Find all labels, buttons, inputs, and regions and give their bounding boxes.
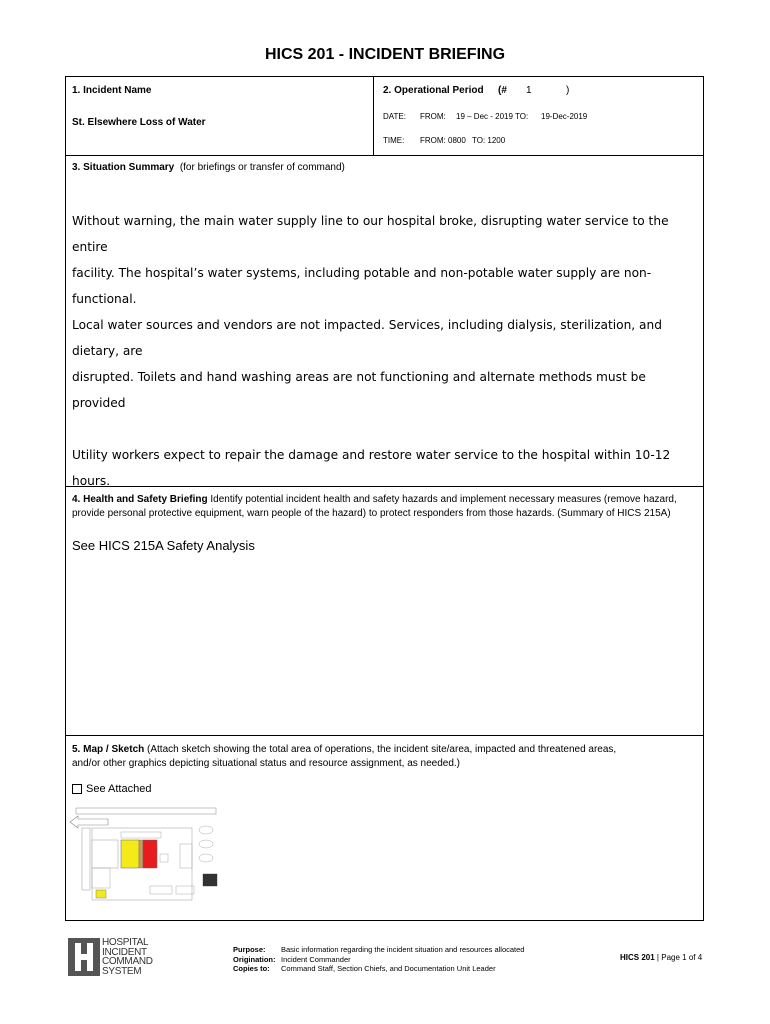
copies-value: Command Staff, Section Chiefs, and Documentation Unit Leader [281,964,496,973]
map-incident-area-red [143,840,157,868]
map-lot [199,854,213,862]
map-building [92,840,118,868]
situation-line: Utility workers expect to repair the damage and restore water service to the hospital within 10-12 hours. [72,448,671,488]
incident-name-label: 1. Incident Name [72,85,152,96]
map-building [160,854,168,862]
situation-summary-sublabel: (for briefings or transfer of command) [179,162,345,173]
logo-h-bar [75,954,93,960]
map-legend-box [203,874,217,886]
page-number: Page 1 of 4 [661,953,703,962]
situation-line: Local water sources and vendors are not impacted. Services, including dialysis, sterilization, and dietary, are [72,318,662,358]
date-to-label: TO: [515,112,529,121]
purpose-value: Basic information regarding the incident situation and resources allocated [281,945,525,954]
divider [66,735,703,736]
time-to-value[interactable]: TO: 1200 [472,136,506,145]
map-corridor [139,840,143,868]
hics-logo [68,938,158,976]
map-sketch-desc-line1: (Attach sketch showing the total area of operations, the incident site/area, impacted and threatened areas, [147,744,617,755]
map-building [176,886,194,894]
date-from-value[interactable]: 19 – Dec - 2019 [456,112,513,121]
situation-summary-text[interactable] [72,208,700,494]
map-building [92,868,110,888]
operational-period-label: 2. Operational Period [383,85,484,96]
health-safety-desc-line2: provide personal protective equipment, warn people of the hazard) to protect responders from those hazards. (Summary of HICS 215A) [72,508,671,519]
health-safety-label: 4. Health and Safety Briefing [72,494,208,505]
situation-summary-label: 3. Situation Summary [72,162,175,173]
map-building [150,886,172,894]
page-title: HICS 201 - INCIDENT BRIEFING [264,46,506,63]
origination-label: Origination: [233,954,276,964]
logo-line: COMMAND [102,956,153,967]
map-building [180,844,192,868]
health-safety-value[interactable]: See HICS 215A Safety Analysis [72,538,255,553]
logo-line: INCIDENT [102,946,147,958]
map-sketch-desc-line2: and/or other graphics depicting situational status and resource assignment, as needed.) [72,758,461,769]
map-lot [199,840,213,848]
map-impacted-area-yellow [121,840,139,868]
time-label: TIME: [383,136,405,145]
see-attached-checkbox[interactable] [72,784,82,794]
page-footer [620,953,702,962]
copies-label: Copies to: [233,964,270,973]
health-safety-header [72,493,700,521]
op-period-number[interactable]: 1 [526,85,532,96]
logo-text [102,938,153,976]
see-attached-row[interactable] [72,783,151,795]
footer-separator: | [656,953,659,962]
incident-name-value[interactable]: St. Elsewhere Loss of Water [72,117,206,128]
date-label: DATE: [383,112,406,121]
time-from-value[interactable]: FROM: 0800 [420,136,466,145]
form-id: HICS 201 [620,953,655,962]
health-safety-desc-line1: Identify potential incident health and safety hazards and implement necessary measures (remove hazard, [210,494,677,505]
logo-line: HOSPITAL [102,937,149,948]
footer-info [233,945,524,974]
purpose-label: Purpose: [233,945,266,954]
date-to-value[interactable]: 19-Dec-2019 [541,112,588,121]
arrow-icon [70,816,108,828]
situation-line: disrupted. Toilets and hand washing areas are not functioning and alternate methods must be provided [72,370,646,410]
map-building [121,832,161,838]
op-period-hash: (# [498,85,507,96]
divider [66,155,703,156]
map-lot [199,826,213,834]
situation-summary-header [72,162,345,173]
map-sketch-label: 5. Map / Sketch [72,744,145,755]
op-period-close: ) [566,85,570,96]
map-title-bar [76,808,216,814]
map-staging-area [96,890,106,898]
origination-value: Incident Commander [281,954,351,964]
date-from-label: FROM: [420,112,446,121]
site-map-sketch [68,806,228,906]
map-road [82,828,90,890]
situation-line: facility. The hospital’s water systems, including potable and non-potable water supply are non-functional. [72,266,652,306]
logo-line: SYSTEM [102,965,142,977]
situation-line: Without warning, the main water supply line to our hospital broke, disrupting water service to the entire [72,214,669,254]
see-attached-label: See Attached [86,783,152,795]
divider [373,77,374,155]
map-sketch-header [72,743,700,771]
